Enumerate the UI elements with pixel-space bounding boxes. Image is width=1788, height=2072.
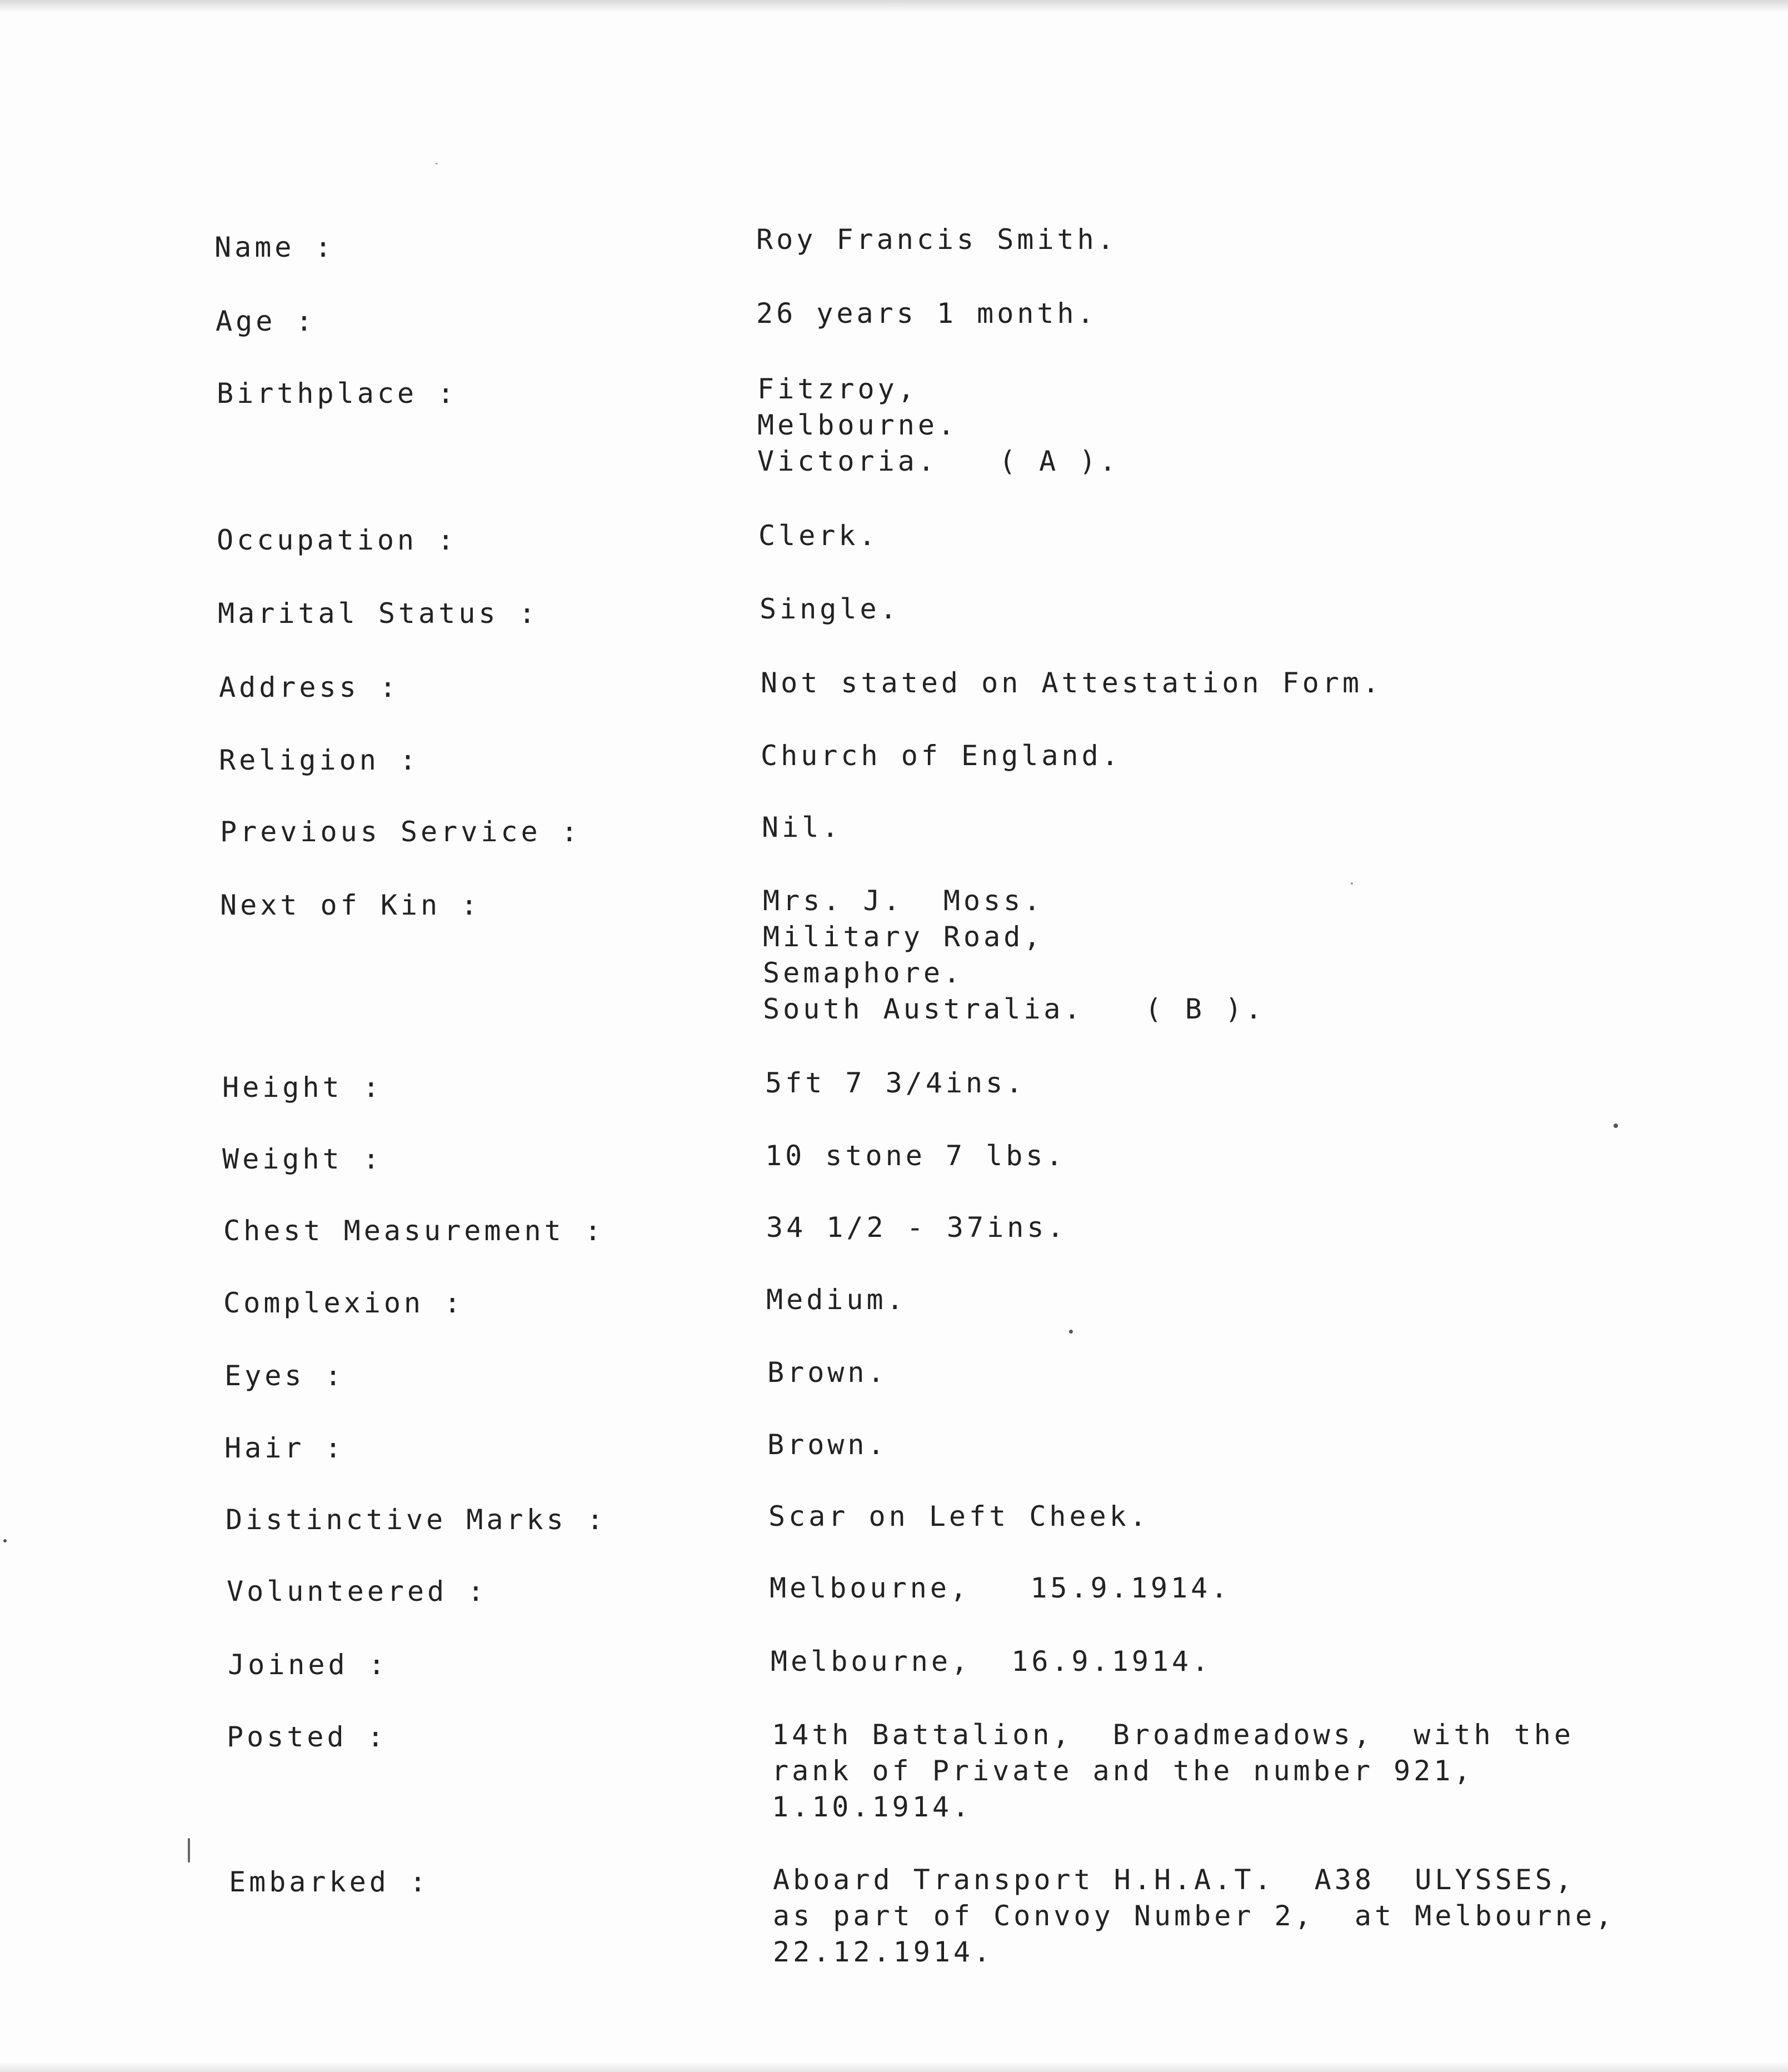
field-value [758, 518, 1675, 554]
field-label: Complexion : [223, 1287, 465, 1319]
value-line: Military Road, [763, 921, 1044, 953]
value-line: Clerk. [758, 520, 879, 552]
scan-speck [1351, 882, 1353, 885]
field-label: Age : [216, 305, 316, 337]
value-line: 22.12.1914. [773, 1936, 994, 1968]
value-line: 34 1/2 - 37ins. [766, 1211, 1067, 1244]
field-value [765, 1138, 1682, 1174]
scan-speck [435, 163, 438, 164]
value-text: South Australia. [763, 993, 1084, 1025]
field-value [766, 1282, 1683, 1318]
field-label: Address : [219, 671, 399, 703]
scan-speck [3, 1539, 7, 1542]
value-line: 1.10.1914. [772, 1791, 973, 1823]
value-line: Aboard Transport H.H.A.T. A38 ULYSSES, [773, 1864, 1576, 1896]
field-label: Religion : [219, 744, 420, 776]
reference-marker: ( A ). [998, 445, 1120, 477]
field-label: Eyes : [224, 1360, 345, 1392]
field-label: Chest Measurement : [223, 1215, 605, 1247]
value-line: Melbourne, 16.9.1914. [771, 1645, 1212, 1677]
field-label: Height : [222, 1071, 383, 1104]
field-label: Birthplace : [217, 377, 458, 410]
value-line: Medium. [766, 1284, 907, 1316]
value-line: Single. [760, 593, 900, 625]
scan-speck [1069, 1330, 1073, 1334]
field-value [757, 371, 1674, 480]
field-label: Marital Status : [218, 597, 539, 630]
field-label: Occupation : [217, 524, 458, 556]
value-line: Scar on Left Cheek. [768, 1500, 1150, 1532]
value-line [757, 443, 1674, 480]
value-line: Roy Francis Smith. [756, 223, 1117, 256]
value-line: 26 years 1 month. [756, 297, 1097, 329]
field-value [773, 1862, 1690, 1970]
scan-mark [188, 1838, 190, 1863]
field-value [767, 1427, 1684, 1463]
field-label: Volunteered : [227, 1575, 488, 1607]
value-line: Mrs. J. Moss. [763, 885, 1044, 917]
value-line: Fitzroy, [757, 373, 918, 405]
field-value [765, 1065, 1682, 1101]
value-line: 10 stone 7 lbs. [765, 1140, 1066, 1172]
field-label: Joined : [228, 1649, 388, 1681]
value-line: Melbourne. [757, 409, 958, 441]
field-value [756, 222, 1673, 258]
scan-bottom-shadow [0, 2062, 1788, 2072]
field-value [768, 1499, 1685, 1535]
field-label: Next of Kin : [220, 889, 481, 921]
value-line [763, 991, 1680, 1027]
reference-marker: ( B ). [1145, 993, 1266, 1025]
field-label: Hair : [224, 1432, 345, 1464]
value-line: Melbourne, 15.9.1914. [770, 1572, 1231, 1604]
field-label: Posted : [227, 1721, 387, 1753]
field-label: Embarked : [229, 1866, 430, 1898]
field-value [756, 296, 1673, 332]
value-text: Victoria. [757, 445, 938, 477]
field-value [770, 1570, 1686, 1606]
field-value [771, 1644, 1687, 1680]
field-value [761, 738, 1677, 774]
value-line: Brown. [767, 1429, 888, 1461]
field-value [762, 810, 1679, 846]
value-line: 5ft 7 3/4ins. [765, 1067, 1026, 1099]
field-value [767, 1355, 1684, 1391]
field-value [760, 591, 1676, 627]
field-label: Weight : [222, 1143, 383, 1175]
value-line: Nil. [762, 811, 842, 843]
value-line: Semaphore. [763, 957, 964, 989]
field-value [766, 1210, 1683, 1246]
value-line: Not stated on Attestation Form. [761, 667, 1383, 699]
scan-speck [1614, 1124, 1618, 1128]
value-line: rank of Private and the number 921, [772, 1755, 1474, 1787]
field-value [761, 665, 1677, 701]
field-value [763, 883, 1680, 1027]
field-value [772, 1717, 1689, 1825]
scan-top-shadow [0, 0, 1788, 12]
field-label: Name : [214, 231, 335, 263]
value-line: Church of England. [761, 740, 1122, 772]
value-line: as part of Convoy Number 2, at Melbourne, [773, 1900, 1616, 1932]
value-line: Brown. [767, 1356, 888, 1389]
value-line: 14th Battalion, Broadmeadows, with the [772, 1719, 1575, 1751]
field-label: Previous Service : [220, 816, 581, 848]
field-label: Distinctive Marks : [226, 1504, 607, 1536]
